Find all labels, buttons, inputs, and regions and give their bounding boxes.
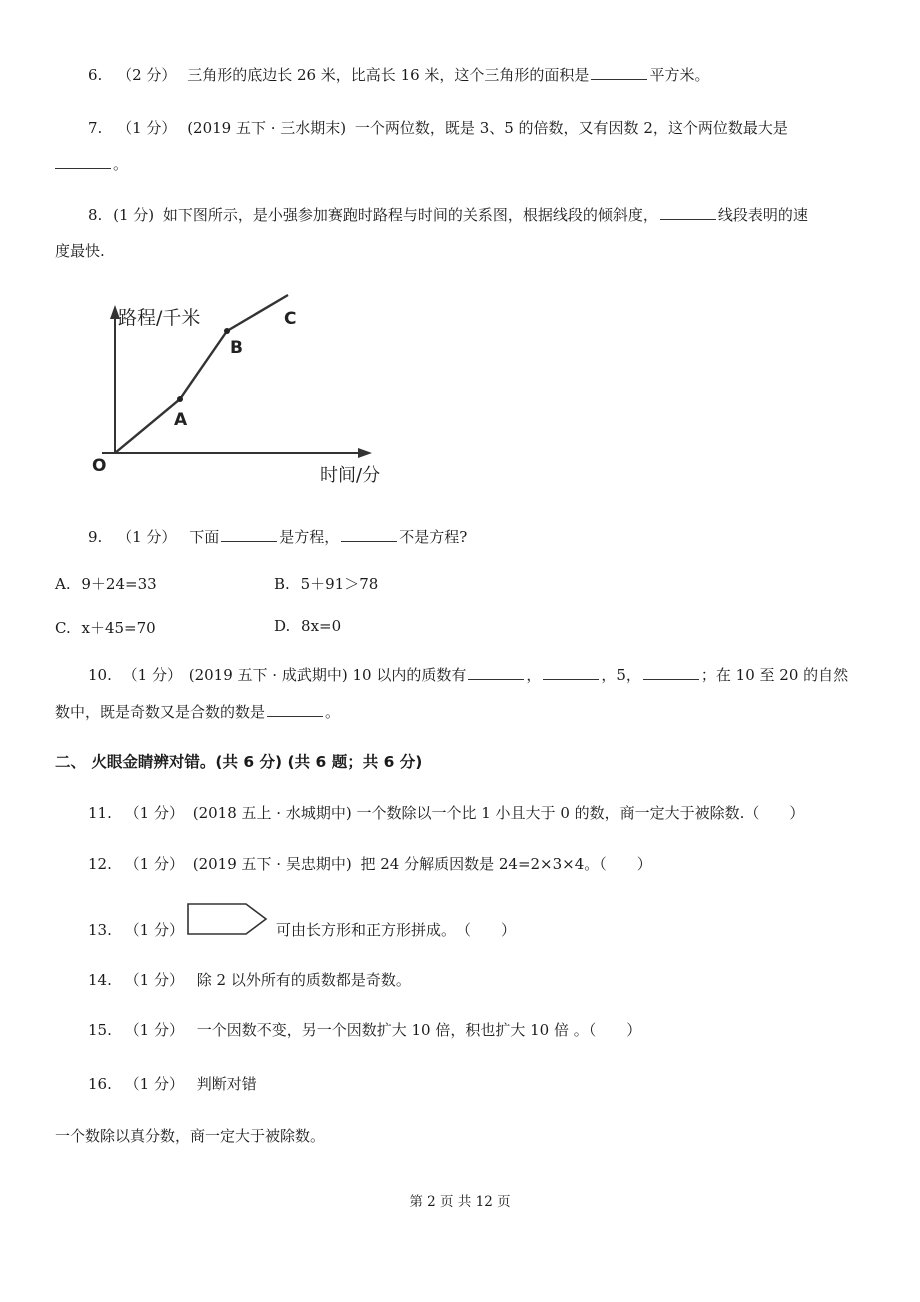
option-c[interactable]: [55, 617, 156, 638]
question-number: 7.: [88, 119, 103, 137]
question-text: 10 以内的质数有: [352, 666, 467, 684]
question-16-statement: 一个数除以真分数，商一定大于被除数。: [55, 1127, 326, 1145]
question-text: 判断对错: [196, 1075, 257, 1093]
question-number: 12.: [88, 855, 112, 873]
question-number: 10.: [88, 666, 112, 684]
separator: ，5，: [601, 666, 641, 684]
question-11: [88, 802, 804, 823]
option-d[interactable]: [274, 617, 341, 635]
option-label: A.: [55, 575, 71, 593]
x-axis-label: 时间/分: [320, 465, 381, 486]
question-16: [88, 1073, 257, 1094]
question-score: （1 分）: [124, 804, 184, 822]
question-number: 13.: [88, 921, 112, 939]
question-13-text: 可由长方形和正方形拼成。 （ ）: [276, 921, 517, 939]
question-text: 除 2 以外所有的质数都是奇数。: [196, 971, 411, 989]
question-14: [88, 969, 411, 990]
answer-blank[interactable]: [591, 78, 647, 80]
separator: ，: [526, 666, 542, 684]
point-a-label: A: [174, 410, 188, 430]
question-number: 16.: [88, 1075, 112, 1093]
question-score: （1 分）: [124, 1021, 184, 1039]
question-6: [88, 64, 709, 85]
origin-label: O: [92, 456, 107, 476]
question-text: 把 24 分解质因数是 24=2×3×4。（ ）: [360, 855, 652, 873]
section-heading: 二、 火眼金睛辨对错。(共 6 分) (共 6 题；共 6 分): [55, 753, 423, 771]
option-label: B.: [274, 575, 290, 593]
question-number: 14.: [88, 971, 112, 989]
question-number: 15.: [88, 1021, 112, 1039]
question-13: [88, 919, 184, 940]
answer-blank[interactable]: [643, 678, 699, 680]
question-score: （1 分）: [124, 1075, 184, 1093]
question-8-line2: 度最快.: [55, 242, 105, 260]
option-text: 8x=0: [301, 617, 342, 635]
question-text: 下面: [189, 528, 220, 546]
option-label: C.: [55, 619, 71, 637]
question-9: [88, 526, 467, 547]
question-score: （1 分）: [117, 528, 177, 546]
answer-blank[interactable]: [341, 540, 397, 542]
option-b[interactable]: [274, 573, 378, 594]
question-score: （1 分）: [124, 855, 184, 873]
question-text: 一个数除以一个比 1 小且大于 0 的数，商一定大于被除数.（ ）: [356, 804, 805, 822]
answer-blank[interactable]: [55, 167, 111, 169]
question-7: [88, 117, 788, 138]
y-axis-label: 路程/千米: [118, 307, 201, 329]
question-score: （1 分）: [117, 119, 177, 137]
answer-blank[interactable]: [543, 678, 599, 680]
option-text: 9＋24=33: [81, 575, 157, 593]
question-number: 8.: [88, 206, 103, 224]
question-8: [88, 204, 808, 225]
question-source: (2018 五上 · 水城期中): [192, 804, 352, 822]
question-text: 是方程，: [279, 528, 340, 546]
question-text: 一个因数不变，另一个因数扩大 10 倍，积也扩大 10 倍 。（ ）: [196, 1021, 642, 1039]
answer-blank[interactable]: [468, 678, 524, 680]
answer-blank[interactable]: [221, 540, 277, 542]
question-source: (2019 五下 · 吴忠期中): [192, 855, 352, 873]
question-number: 11.: [88, 804, 112, 822]
question-score: （1 分）: [124, 971, 184, 989]
question-score: （2 分）: [117, 66, 177, 84]
x-axis-arrow-icon: [358, 448, 372, 458]
question-10: [88, 664, 848, 685]
question-text: 三角形的底边长 26 米，比高长 16 米，这个三角形的面积是: [187, 66, 590, 84]
question-tail: 。: [325, 703, 341, 721]
question-text: 不是方程?: [399, 528, 468, 546]
pentagon-shape-icon: [186, 902, 270, 936]
option-text: x＋45=70: [81, 619, 156, 637]
question-7-line2: [55, 153, 128, 174]
question-10-line2: [55, 701, 340, 722]
question-source: (2019 五下 · 成武期中): [188, 666, 348, 684]
question-tail: 线段表明的速: [717, 206, 808, 224]
question-tail: 平方米。: [649, 66, 710, 84]
option-a[interactable]: [55, 573, 157, 594]
question-number: 6.: [88, 66, 103, 84]
question-score: (1 分): [113, 206, 155, 224]
answer-blank[interactable]: [267, 715, 323, 717]
question-number: 9.: [88, 528, 103, 546]
page-footer: 第 2 页 共 12 页: [409, 1194, 511, 1210]
answer-blank[interactable]: [660, 218, 716, 220]
question-text: 一个两位数，既是 3、5 的倍数，又有因数 2，这个两位数最大是: [354, 119, 788, 137]
question-tail: 。: [113, 155, 129, 173]
question-text: ；在 10 至 20 的自然: [700, 666, 849, 684]
question-text: 数中，既是奇数又是合数的数是: [55, 703, 266, 721]
question-score: （1 分）: [124, 921, 184, 939]
point-b-label: B: [230, 338, 243, 358]
point-c-label: C: [284, 309, 297, 329]
question-text: 如下图所示，是小强参加赛跑时路程与时间的关系图，根据线段的倾斜度，: [162, 206, 658, 224]
option-text: 5＋91＞78: [300, 575, 379, 593]
question-score: （1 分）: [122, 666, 182, 684]
question-12: [88, 853, 652, 874]
question-15: [88, 1019, 641, 1040]
distance-time-graph: [80, 285, 400, 495]
question-source: (2019 五下 · 三水期末): [187, 119, 347, 137]
option-label: D.: [274, 617, 291, 635]
